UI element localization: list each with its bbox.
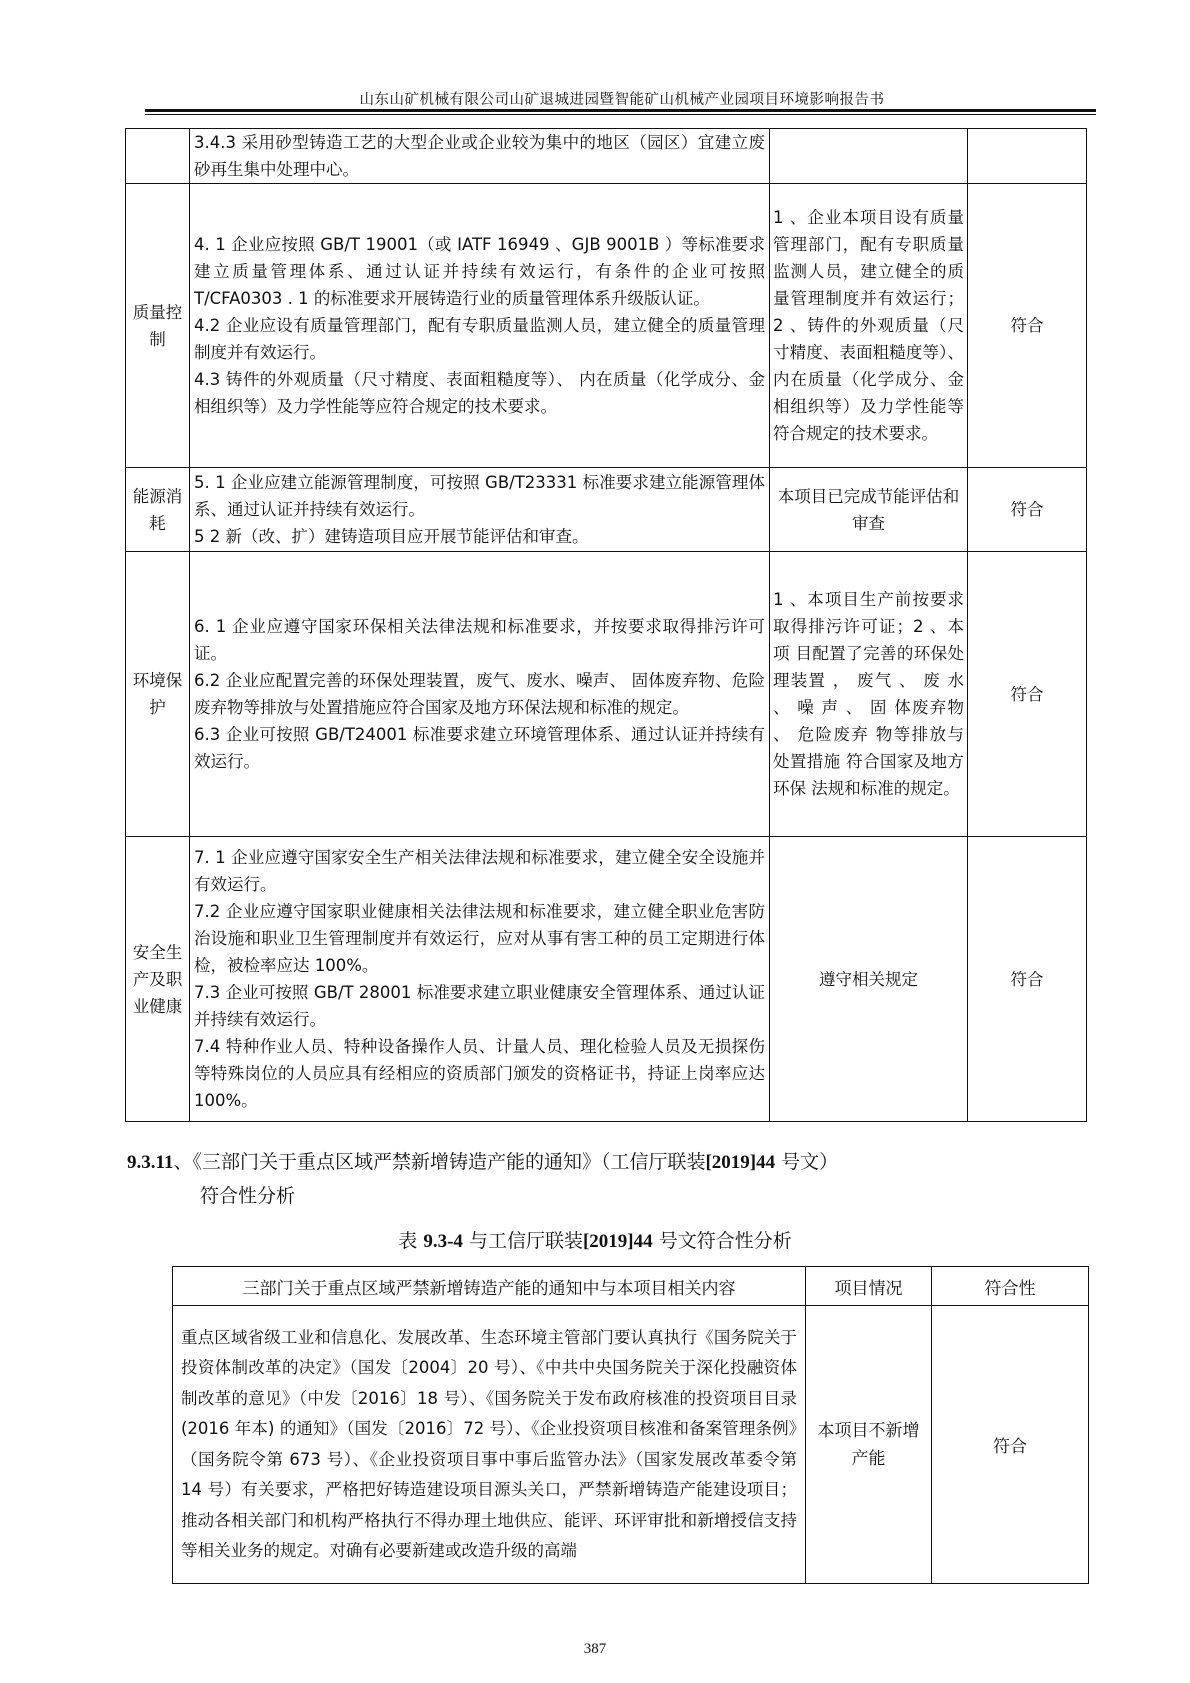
requirement-item: 6.3 企业可按照 GB/T24001 标准要求建立环境管理体系、通过认证并持续有效运行。 xyxy=(194,725,765,771)
table-row xyxy=(126,837,1087,1122)
table-header-row xyxy=(173,1267,1089,1306)
table-caption xyxy=(0,1226,1190,1257)
header-cell-compliance: 符合性 xyxy=(932,1267,1089,1306)
requirement-item: 7.3 企业可按照 GB/T 28001 标准要求建立职业健康安全管理体系、通过认证并持续有效运行。 xyxy=(194,983,765,1029)
situation-cell: 1 、本项目生产前按要求取得排污许可证；2 、本项 目配置了完善的环保处理装置 ， 废气 、 废 水 、 噪 声 、 固 体废弃物 、 危险废弃 物等排放与处置措施 符合国家及地方环保 法规和标准的规定。 xyxy=(770,552,968,837)
requirement-item: 4.2 企业应设有质量管理部门，配有专职质量监测人员，建立健全的质量管理制度并有效运行。 xyxy=(194,316,765,362)
caption-number: 9.3-4 xyxy=(423,1231,463,1252)
header-rule-thin xyxy=(145,114,1096,115)
requirement-item: 6.2 企业应配置完善的环保处理装置，废气、废水、噪声、 固体废弃物、危险废弃物等排放与处置措施应符合国家及地方环保法规和标准的规定。 xyxy=(194,671,765,717)
compliance-cell xyxy=(968,129,1087,184)
compliance-cell: 符合 xyxy=(968,184,1087,468)
table-row xyxy=(126,552,1087,837)
requirement-item: 5. 1 企业应建立能源管理制度，可按照 GB/T23331 标准要求建立能源管理体系、通过认证并持续有效运行。 xyxy=(194,473,765,519)
header-cell-content: 三部门关于重点区域严禁新增铸造产能的通知中与本项目相关内容 xyxy=(173,1267,806,1306)
compliance-cell: 符合 xyxy=(968,837,1087,1122)
section-title-part2: 号文） xyxy=(781,1151,839,1173)
requirement-item: 6. 1 企业应遵守国家环保相关法律法规和标准要求，并按要求取得排污许可证。 xyxy=(194,617,765,663)
requirement-cell xyxy=(190,468,770,552)
category-cell: 能源消耗 xyxy=(126,468,190,552)
table-row xyxy=(126,184,1087,468)
requirement-cell xyxy=(190,184,770,468)
caption-bold: [2019]44 xyxy=(582,1231,653,1252)
situation-cell: 1 、企业本项目设有质量管理部门，配有专职质量监测人员，建立健全的质量管理制度并有效运行；2 、铸件的外观质量（尺寸精度、表面粗糙度等）、 内在质量（化学成分、金相组织等）及力学性能等符合规定的技术要求。 xyxy=(770,184,968,468)
section-title-part1: 、《三部门关于重点区域严禁新增铸造产能的通知》（工信厅联装 xyxy=(173,1151,706,1173)
section-heading xyxy=(127,1147,838,1178)
situation-cell xyxy=(770,129,968,184)
table-row xyxy=(126,468,1087,552)
category-cell: 环境保护 xyxy=(126,552,190,837)
caption-prefix: 表 xyxy=(398,1230,418,1252)
requirement-item: 4. 1 企业应按照 GB/T 19001（或 IATF 16949 、GJB 9001B ）等标准要求建立质量管理体系、通过认证并持续有效运行，有条件的企业可按照 T/CFA0303 . 1 的标准要求开展铸造行业的质量管理体系升级版认证。 xyxy=(194,235,765,308)
section-number: 9.3.11 xyxy=(127,1152,174,1173)
situation-cell: 遵守相关规定 xyxy=(770,837,968,1122)
situation-cell: 本项目不新增产能 xyxy=(806,1306,932,1584)
requirement-item: 7.4 特种作业人员、特种设备操作人员、计量人员、理化检验人员及无损探伤等特殊岗位的人员应具有经相应的资质部门颁发的资格证书，持证上岗率应达 100%。 xyxy=(194,1037,765,1110)
situation-cell: 本项目已完成节能评估和审查 xyxy=(770,468,968,552)
compliance-cell: 符合 xyxy=(932,1306,1089,1584)
page-number: 387 xyxy=(583,1641,607,1657)
header-rule xyxy=(145,109,1096,112)
requirement-cell xyxy=(190,552,770,837)
notice-compliance-table xyxy=(172,1266,1089,1584)
standards-compliance-table xyxy=(125,128,1087,1122)
table-row xyxy=(173,1306,1089,1584)
requirement-item: 3.4.3 采用砂型铸造工艺的大型企业或企业较为集中的地区（园区）宜建立废砂再生集中处理中心。 xyxy=(194,133,765,179)
content-cell: 重点区域省级工业和信息化、发展改革、生态环境主管部门要认真执行《国务院关于投资体制改革的决定》（国发〔2004〕20 号）、《中共中央国务院关于深化投融资体制改革的意见》（中发〔2016〕18 号）、《国务院关于发布政府核准的投资项目目录 (2016 年本) 的通知》（国发〔2016〕72 号）、《企业投资项目核准和备案管理条例》（国务院令第 673 号）、《企业投资项目事中事后监管办法》（国家发展改革委令第 14 号）有关要求，严格把好铸造建设项目源头关口，严禁新增铸造产能建设项目；推动各相关部门和机构严格执行不得办理土地供应、能评、环评审批和新增授信支持等相关业务的规定。对确有必要新建或改造升级的高端 xyxy=(173,1306,806,1584)
compliance-cell: 符合 xyxy=(968,552,1087,837)
requirement-item: 7.2 企业应遵守国家职业健康相关法律法规和标准要求，建立健全职业危害防治设施和职业卫生管理制度并有效运行，应对从事有害工种的员工定期进行体检，被检率应达 100%。 xyxy=(194,902,765,975)
header-cell-situation: 项目情况 xyxy=(806,1267,932,1306)
requirement-cell xyxy=(190,129,770,184)
requirement-cell xyxy=(190,837,770,1122)
requirement-item: 7. 1 企业应遵守国家安全生产相关法律法规和标准要求，建立健全安全设施并有效运行。 xyxy=(194,848,765,894)
table-row xyxy=(126,129,1087,184)
caption-text-b: 号文符合性分析 xyxy=(658,1230,792,1252)
category-cell xyxy=(126,129,190,184)
caption-text-a: 与工信厅联装 xyxy=(468,1230,583,1252)
document-header: 山东山矿机械有限公司山矿退城进园暨智能矿山机械产业园项目环境影响报告书 xyxy=(359,92,885,108)
compliance-cell: 符合 xyxy=(968,468,1087,552)
requirement-item: 4.3 铸件的外观质量（尺寸精度、表面粗糙度等）、 内在质量（化学成分、金相组织等）及力学性能等应符合规定的技术要求。 xyxy=(194,370,765,416)
category-cell: 质量控制 xyxy=(126,184,190,468)
category-cell: 安全生产及职业健康 xyxy=(126,837,190,1122)
requirement-item: 5 2 新（改、扩）建铸造项目应开展节能评估和审查。 xyxy=(194,527,589,546)
section-heading-line2: 符合性分析 xyxy=(200,1185,296,1207)
section-title-bold: [2019]44 xyxy=(705,1152,776,1173)
